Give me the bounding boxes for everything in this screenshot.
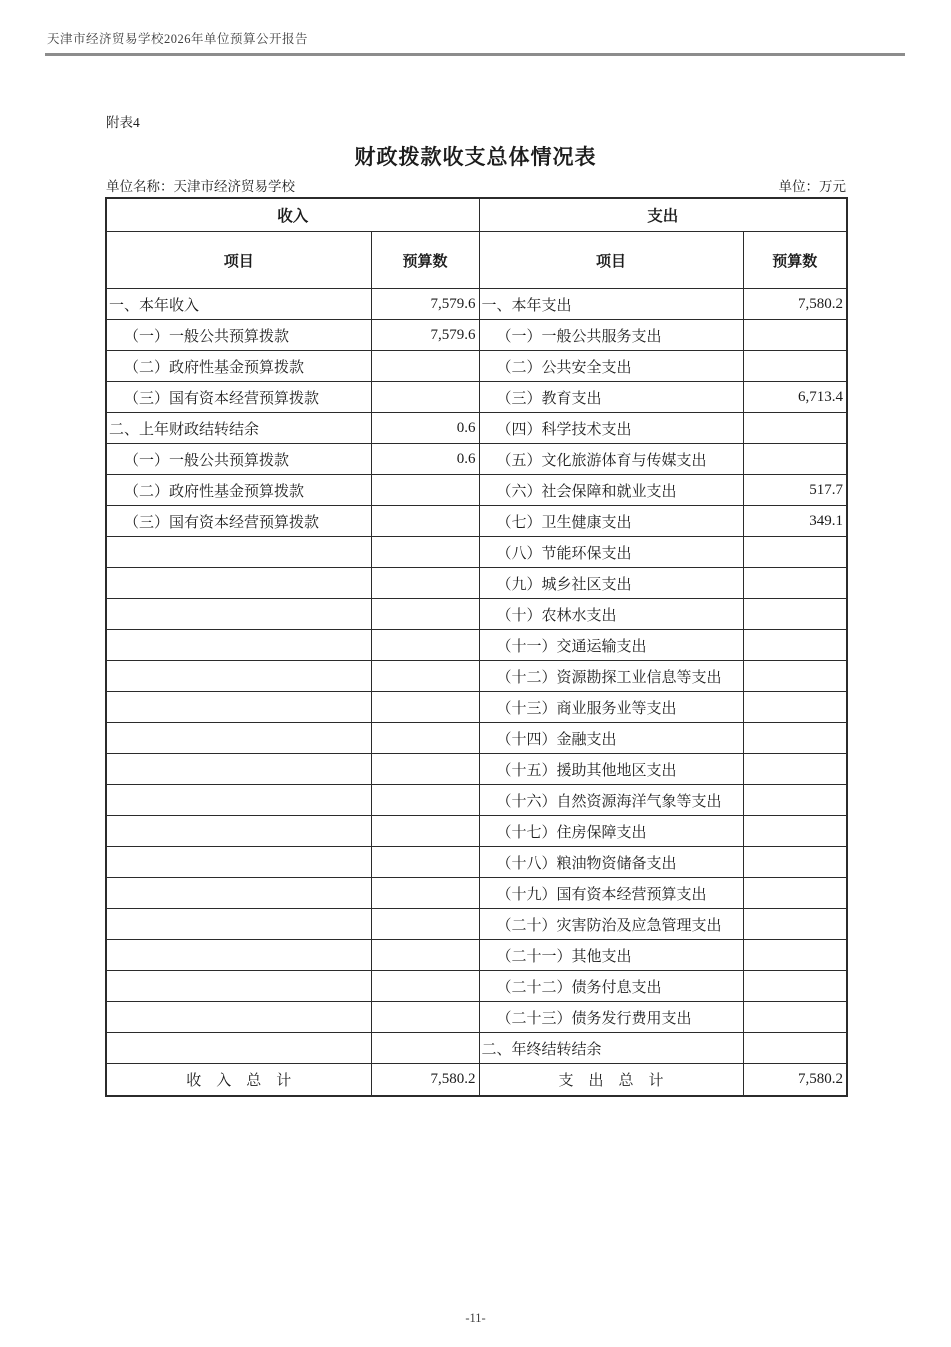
expense-item-cell: （二十一）其他支出 [479, 940, 743, 971]
income-value-cell [371, 878, 479, 909]
income-value-cell [371, 382, 479, 413]
attachment-label: 附表4 [106, 115, 140, 130]
income-item-cell: （一）一般公共预算拨款 [106, 320, 371, 351]
income-item-cell: （三）国有资本经营预算拨款 [106, 382, 371, 413]
unit-of-measure-label: 单位：万元 [778, 179, 846, 194]
income-item-cell [106, 1002, 371, 1033]
expense-item-cell: （六）社会保障和就业支出 [479, 475, 743, 506]
expense-item-cell: （二十三）债务发行费用支出 [479, 1002, 743, 1033]
table-row [106, 413, 847, 444]
income-value-cell: 0.6 [371, 444, 479, 475]
expense-item-cell: 一、本年支出 [479, 289, 743, 320]
income-item-cell [106, 878, 371, 909]
table-row [106, 878, 847, 909]
expense-item-cell: （二十二）债务付息支出 [479, 971, 743, 1002]
table-row [106, 1002, 847, 1033]
expense-value-cell [743, 816, 847, 847]
table-row [106, 754, 847, 785]
table-row [106, 568, 847, 599]
income-item-cell [106, 630, 371, 661]
expense-value-cell [743, 754, 847, 785]
income-item-cell [106, 940, 371, 971]
expense-value-cell [743, 351, 847, 382]
expense-item-cell: （四）科学技术支出 [479, 413, 743, 444]
expense-item-cell: （十四）金融支出 [479, 723, 743, 754]
income-value-cell [371, 909, 479, 940]
income-value-cell [371, 506, 479, 537]
expense-item-cell: （五）文化旅游体育与传媒支出 [479, 444, 743, 475]
table-row [106, 847, 847, 878]
income-item-cell: 二、上年财政结转结余 [106, 413, 371, 444]
expense-item-cell: （二）公共安全支出 [479, 351, 743, 382]
income-item-cell [106, 723, 371, 754]
expense-item-cell: （十八）粮油物资储备支出 [479, 847, 743, 878]
income-value-cell [371, 630, 479, 661]
expense-value-cell [743, 413, 847, 444]
income-item-cell [106, 568, 371, 599]
expense-item-cell: （十七）住房保障支出 [479, 816, 743, 847]
income-item-cell [106, 816, 371, 847]
expense-item-cell: （十五）援助其他地区支出 [479, 754, 743, 785]
income-value-cell [371, 816, 479, 847]
income-value-cell [371, 847, 479, 878]
income-item-cell [106, 971, 371, 1002]
column-header-row [106, 232, 847, 289]
expense-value-cell [743, 1033, 847, 1064]
expense-item-column-header: 项目 [479, 232, 743, 289]
expense-value-cell [743, 971, 847, 1002]
table-row [106, 971, 847, 1002]
expense-value-cell [743, 599, 847, 630]
expense-item-cell: （一）一般公共服务支出 [479, 320, 743, 351]
income-item-cell [106, 692, 371, 723]
income-value-cell [371, 940, 479, 971]
expense-value-cell [743, 847, 847, 878]
expense-item-cell: 二、年终结转结余 [479, 1033, 743, 1064]
expense-value-cell: 7,580.2 [743, 289, 847, 320]
income-item-cell [106, 661, 371, 692]
income-item-cell: （三）国有资本经营预算拨款 [106, 506, 371, 537]
expense-item-cell: （八）节能环保支出 [479, 537, 743, 568]
expense-value-cell [743, 878, 847, 909]
expense-item-cell: （七）卫生健康支出 [479, 506, 743, 537]
table-row [106, 382, 847, 413]
expense-item-cell: （十六）自然资源海洋气象等支出 [479, 785, 743, 816]
table-row [106, 599, 847, 630]
expense-value-cell [743, 661, 847, 692]
income-value-cell [371, 351, 479, 382]
income-budget-column-header: 预算数 [371, 232, 479, 289]
table-meta-row [106, 175, 846, 195]
document-header-text: 天津市经济贸易学校2026年单位预算公开报告 [47, 32, 309, 46]
expense-total-value: 7,580.2 [743, 1064, 847, 1097]
income-item-cell [106, 847, 371, 878]
table-row [106, 444, 847, 475]
table-row [106, 351, 847, 382]
table-row [106, 940, 847, 971]
page-title: 财政拨款收支总体情况表 [354, 145, 597, 169]
table-row [106, 320, 847, 351]
expense-value-cell [743, 909, 847, 940]
expense-value-cell [743, 320, 847, 351]
expense-value-cell [743, 723, 847, 754]
income-value-cell [371, 785, 479, 816]
expense-value-cell [743, 940, 847, 971]
expense-value-cell [743, 1002, 847, 1033]
income-item-cell [106, 537, 371, 568]
table-body [106, 289, 847, 1064]
table-row [106, 816, 847, 847]
page-number: -11- [465, 1311, 486, 1325]
expense-item-cell: （十二）资源勘探工业信息等支出 [479, 661, 743, 692]
income-item-cell [106, 1033, 371, 1064]
income-item-cell: 一、本年收入 [106, 289, 371, 320]
income-item-cell [106, 785, 371, 816]
income-value-cell: 7,579.6 [371, 320, 479, 351]
income-item-cell: （二）政府性基金预算拨款 [106, 351, 371, 382]
table-row [106, 537, 847, 568]
table-row [106, 909, 847, 940]
expense-value-cell [743, 692, 847, 723]
table-row [106, 630, 847, 661]
expense-value-cell [743, 537, 847, 568]
income-section-header: 收入 [106, 198, 479, 232]
expense-value-cell: 6,713.4 [743, 382, 847, 413]
expense-value-cell [743, 630, 847, 661]
table-row [106, 723, 847, 754]
table-row [106, 506, 847, 537]
unit-name-label: 单位名称：天津市经济贸易学校 [106, 179, 295, 194]
expense-total-label: 支 出 总 计 [479, 1064, 743, 1097]
expense-budget-column-header: 预算数 [743, 232, 847, 289]
income-value-cell [371, 475, 479, 506]
income-value-cell [371, 599, 479, 630]
expense-item-cell: （九）城乡社区支出 [479, 568, 743, 599]
income-value-cell [371, 692, 479, 723]
income-item-cell: （二）政府性基金预算拨款 [106, 475, 371, 506]
expense-item-cell: （十一）交通运输支出 [479, 630, 743, 661]
expense-item-cell: （十三）商业服务业等支出 [479, 692, 743, 723]
expense-item-cell: （二十）灾害防治及应急管理支出 [479, 909, 743, 940]
total-row [106, 1064, 847, 1097]
income-item-cell: （一）一般公共预算拨款 [106, 444, 371, 475]
income-value-cell [371, 537, 479, 568]
income-value-cell [371, 661, 479, 692]
income-value-cell [371, 1002, 479, 1033]
table-row [106, 661, 847, 692]
expense-value-cell: 349.1 [743, 506, 847, 537]
expense-item-cell: （十九）国有资本经营预算支出 [479, 878, 743, 909]
income-total-value: 7,580.2 [371, 1064, 479, 1097]
table-row [106, 692, 847, 723]
expense-item-cell: （三）教育支出 [479, 382, 743, 413]
expense-value-cell [743, 444, 847, 475]
income-item-column-header: 项目 [106, 232, 371, 289]
table-row [106, 475, 847, 506]
expense-value-cell [743, 568, 847, 599]
income-value-cell: 7,579.6 [371, 289, 479, 320]
table-row [106, 1033, 847, 1064]
income-value-cell [371, 568, 479, 599]
budget-table [105, 197, 848, 1097]
income-value-cell [371, 1033, 479, 1064]
income-item-cell [106, 754, 371, 785]
section-header-row [106, 198, 847, 232]
income-item-cell [106, 599, 371, 630]
expense-value-cell [743, 785, 847, 816]
expense-item-cell: （十）农林水支出 [479, 599, 743, 630]
income-value-cell [371, 754, 479, 785]
expense-section-header: 支出 [479, 198, 847, 232]
expense-value-cell: 517.7 [743, 475, 847, 506]
income-value-cell: 0.6 [371, 413, 479, 444]
income-value-cell [371, 723, 479, 754]
header-rule [45, 53, 905, 56]
table-row [106, 785, 847, 816]
income-value-cell [371, 971, 479, 1002]
table-row [106, 289, 847, 320]
income-item-cell [106, 909, 371, 940]
income-total-label: 收 入 总 计 [106, 1064, 371, 1097]
